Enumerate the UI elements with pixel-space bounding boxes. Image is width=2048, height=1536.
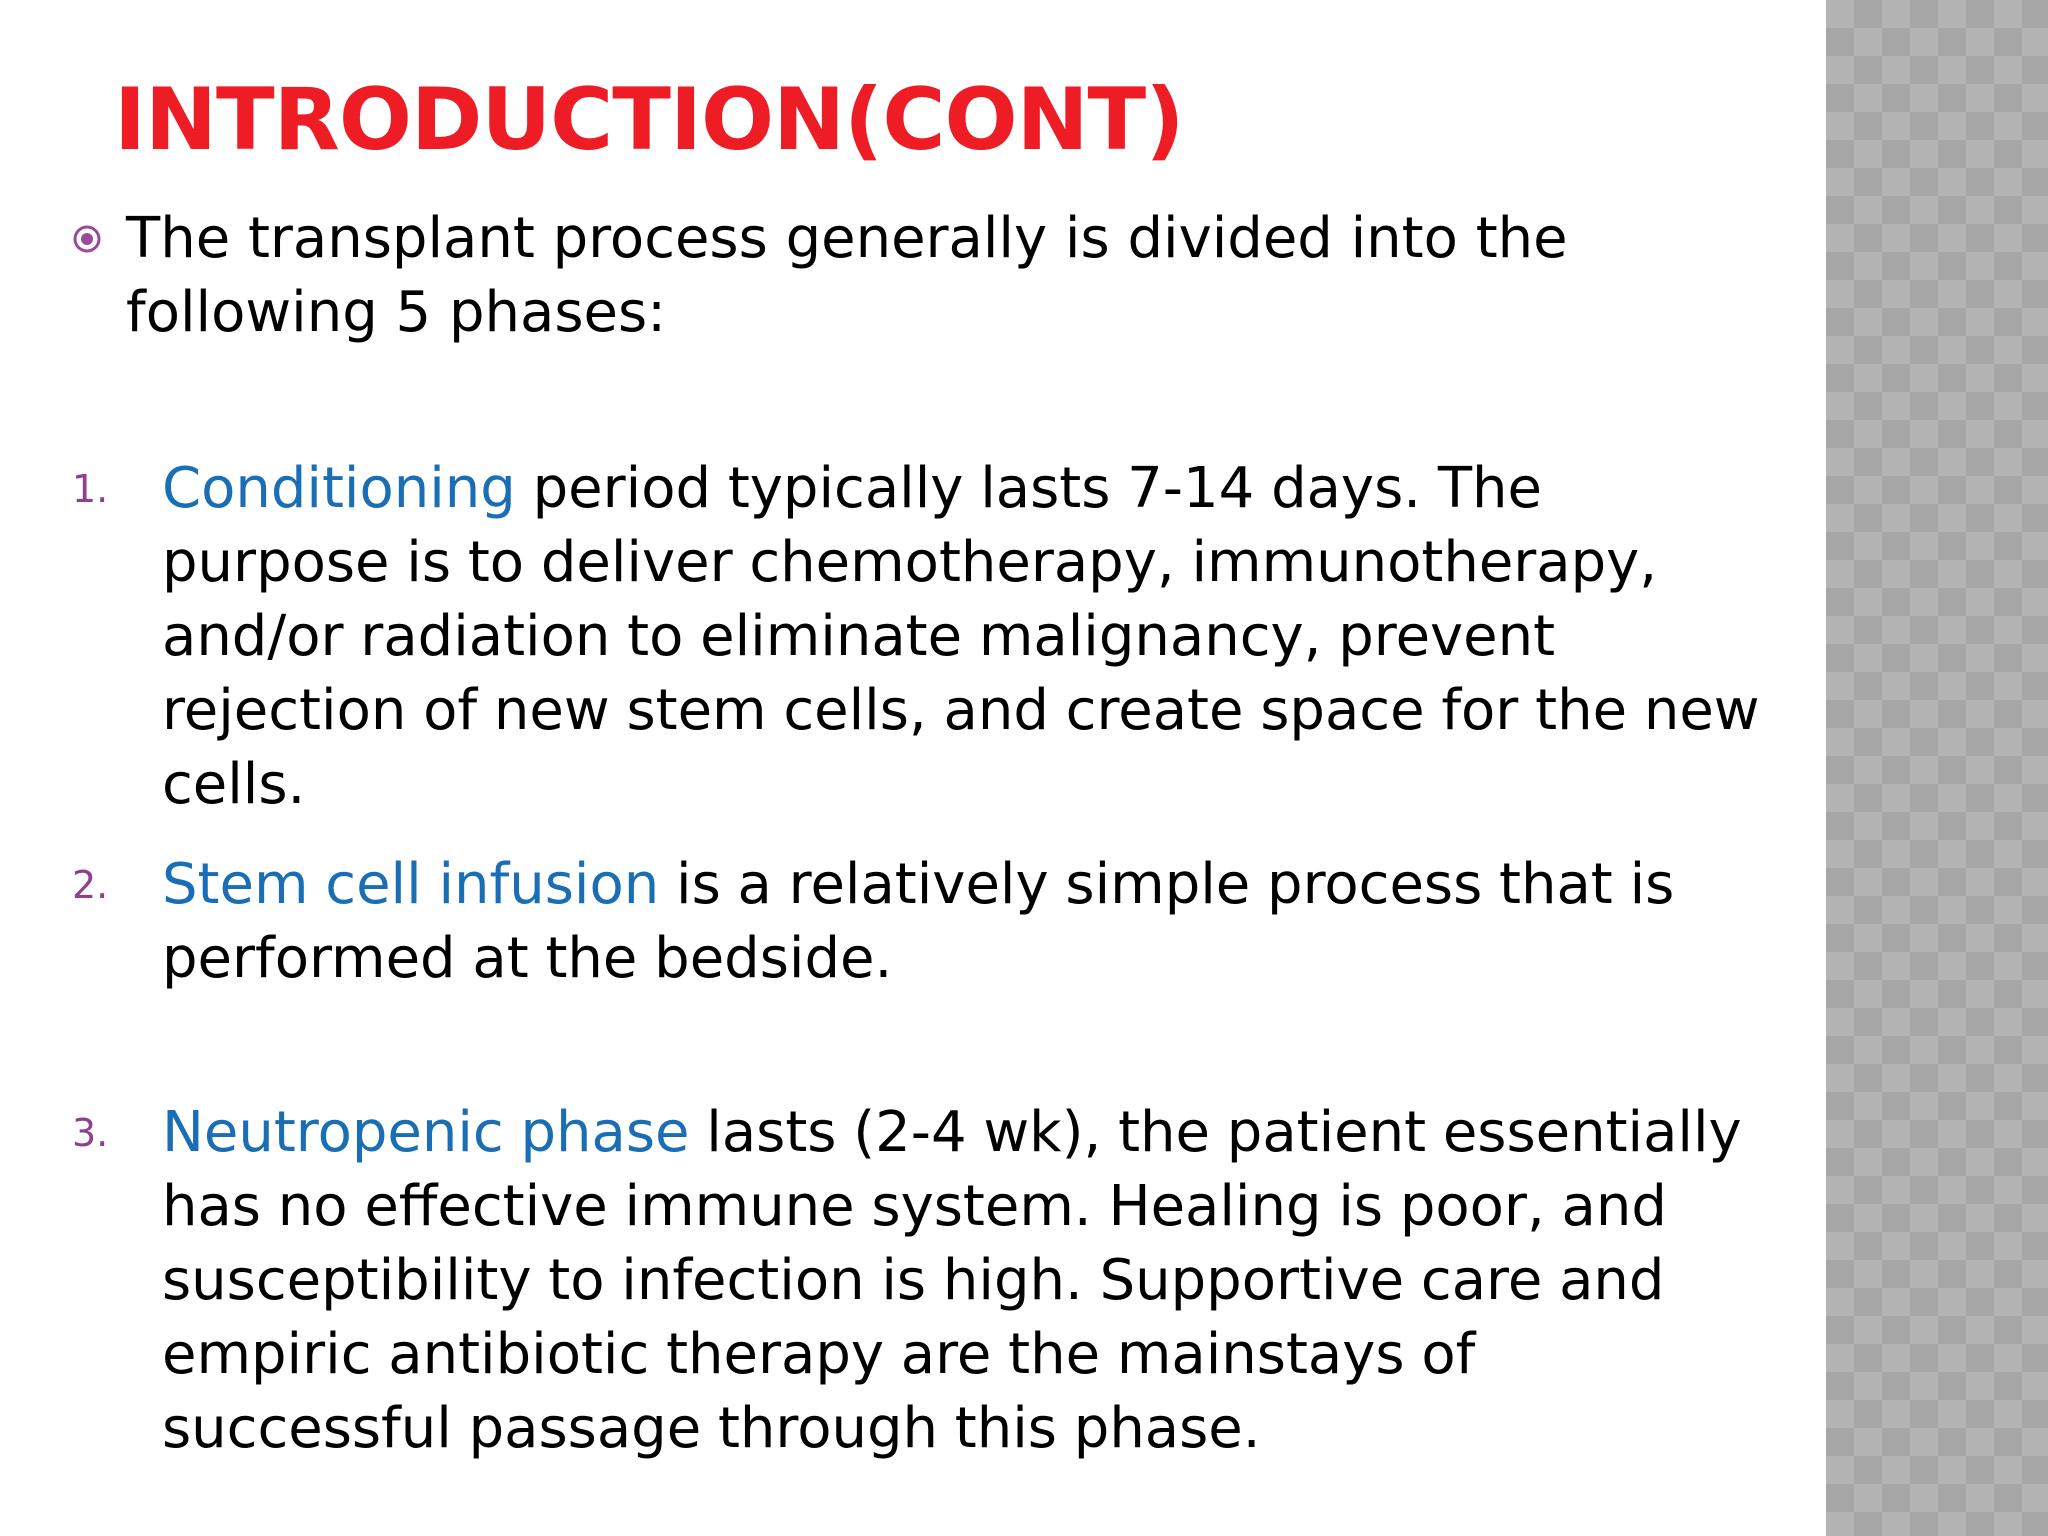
term-description: lasts (2-4 wk), the patient essentially has no effective immune system. Healing is poor, and susceptibility to infection is high. Supportive care and empiric antibiotic therapy are the mainstays of successful passage through this phase.	[162, 1100, 1742, 1461]
list-item-text	[162, 1096, 1762, 1466]
list-number: 3.	[72, 1111, 109, 1155]
list-number: 2.	[72, 863, 109, 907]
slide-title: INTRODUCTION(CONT)	[114, 70, 1184, 170]
term-highlight: Neutropenic phase	[162, 1100, 690, 1165]
decorative-side-pattern	[1826, 0, 2048, 1536]
list-number: 1.	[72, 467, 109, 511]
term-highlight: Stem cell infusion	[162, 852, 660, 917]
list-item	[72, 1096, 1792, 1466]
list-item	[72, 848, 1792, 996]
term-highlight: Conditioning	[162, 456, 516, 521]
target-bullet-icon	[72, 202, 106, 276]
list-item	[72, 452, 1792, 822]
intro-bullet-text: The transplant process generally is divided into the following 5 phases:	[126, 206, 1568, 345]
list-item-text	[162, 452, 1762, 822]
intro-bullet	[72, 202, 1772, 350]
list-item-text	[162, 848, 1762, 996]
term-description: period typically lasts 7-14 days. The purpose is to deliver chemotherapy, immunotherapy, and/or radiation to eliminate malignancy, prevent rejection of new stem cells, and create space for the new cells.	[162, 456, 1760, 817]
term-description: is a relatively simple process that is performed at the bedside.	[162, 852, 1675, 991]
